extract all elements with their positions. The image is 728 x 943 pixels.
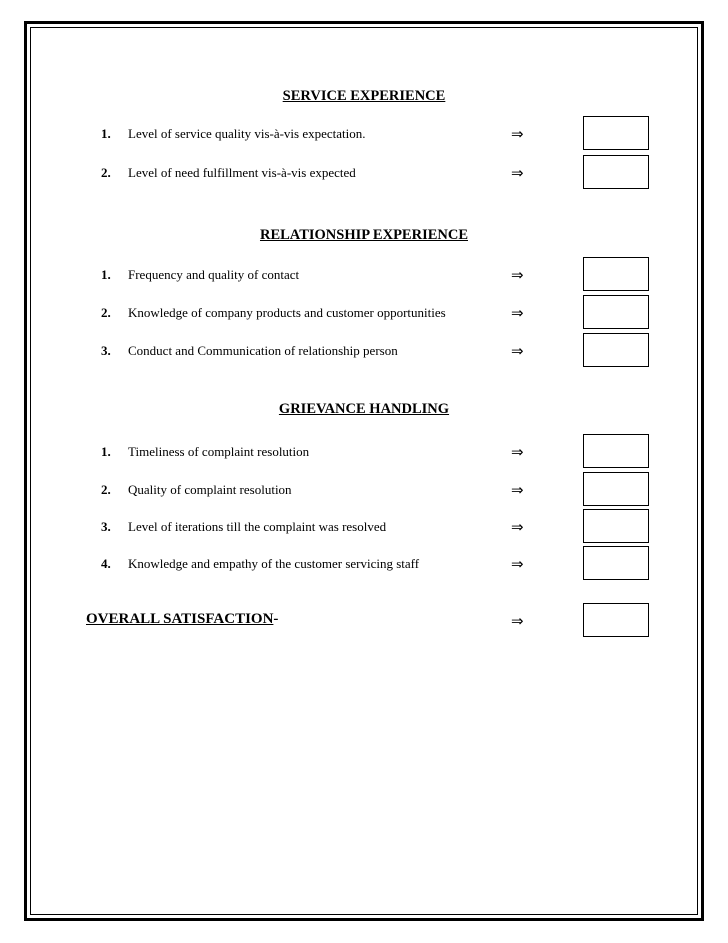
rating-row-grievance-3 (0, 509, 728, 545)
rating-row-grievance-1 (0, 434, 728, 470)
rating-box[interactable] (583, 333, 649, 367)
item-number: 3. (101, 343, 111, 358)
arrow-icon: ⇒ (511, 164, 524, 182)
overall-label-text: OVERALL SATISFACTION (86, 611, 274, 627)
rating-row-relationship-1 (0, 257, 728, 293)
arrow-icon: ⇒ (511, 612, 524, 630)
item-label: Conduct and Communication of relationship person (128, 343, 398, 358)
arrow-icon: ⇒ (511, 266, 524, 284)
arrow-icon: ⇒ (511, 555, 524, 573)
rating-row-grievance-4 (0, 546, 728, 582)
arrow-icon: ⇒ (511, 125, 524, 143)
rating-row-service-1 (0, 116, 728, 152)
item-label: Timeliness of complaint resolution (128, 444, 310, 459)
item-label: Knowledge and empathy of the customer servicing staff (128, 556, 420, 571)
item-label: Frequency and quality of contact (128, 267, 300, 282)
section-title-grievance-handling: GRIEVANCE HANDLING (278, 401, 450, 417)
item-label: Quality of complaint resolution (128, 482, 292, 497)
rating-box[interactable] (583, 434, 649, 468)
rating-box[interactable] (583, 155, 649, 189)
item-number: 1. (101, 267, 111, 282)
arrow-icon: ⇒ (511, 342, 524, 360)
rating-row-relationship-3 (0, 333, 728, 369)
arrow-icon: ⇒ (511, 481, 524, 499)
arrow-icon: ⇒ (511, 518, 524, 536)
rating-box[interactable] (583, 295, 649, 329)
overall-label-suffix: - (273, 611, 279, 627)
item-number: 1. (101, 444, 111, 459)
item-number: 4. (101, 556, 111, 571)
rating-box[interactable] (583, 509, 649, 543)
rating-row-service-2 (0, 155, 728, 191)
item-label: Level of iterations till the complaint was resolved (128, 519, 387, 534)
rating-row-overall (0, 603, 728, 639)
rating-box[interactable] (583, 116, 649, 150)
rating-box[interactable] (583, 257, 649, 291)
rating-box[interactable] (583, 472, 649, 506)
overall-satisfaction-label (86, 611, 278, 628)
rating-box[interactable] (583, 546, 649, 580)
item-label: Level of need fulfillment vis-à-vis expected (128, 165, 356, 180)
section-title-relationship-experience: RELATIONSHIP EXPERIENCE (259, 227, 468, 243)
item-label: Level of service quality vis-à-vis expectation. (128, 126, 366, 141)
arrow-icon: ⇒ (511, 304, 524, 322)
item-number: 2. (101, 305, 111, 320)
item-number: 1. (101, 126, 111, 141)
section-title-service-experience: SERVICE EXPERIENCE (282, 88, 446, 104)
item-number: 2. (101, 165, 111, 180)
rating-row-grievance-2 (0, 472, 728, 508)
item-number: 3. (101, 519, 111, 534)
item-label: Knowledge of company products and customer opportunities (128, 305, 446, 320)
arrow-icon: ⇒ (511, 443, 524, 461)
rating-row-relationship-2 (0, 295, 728, 331)
item-number: 2. (101, 482, 111, 497)
rating-box[interactable] (583, 603, 649, 637)
